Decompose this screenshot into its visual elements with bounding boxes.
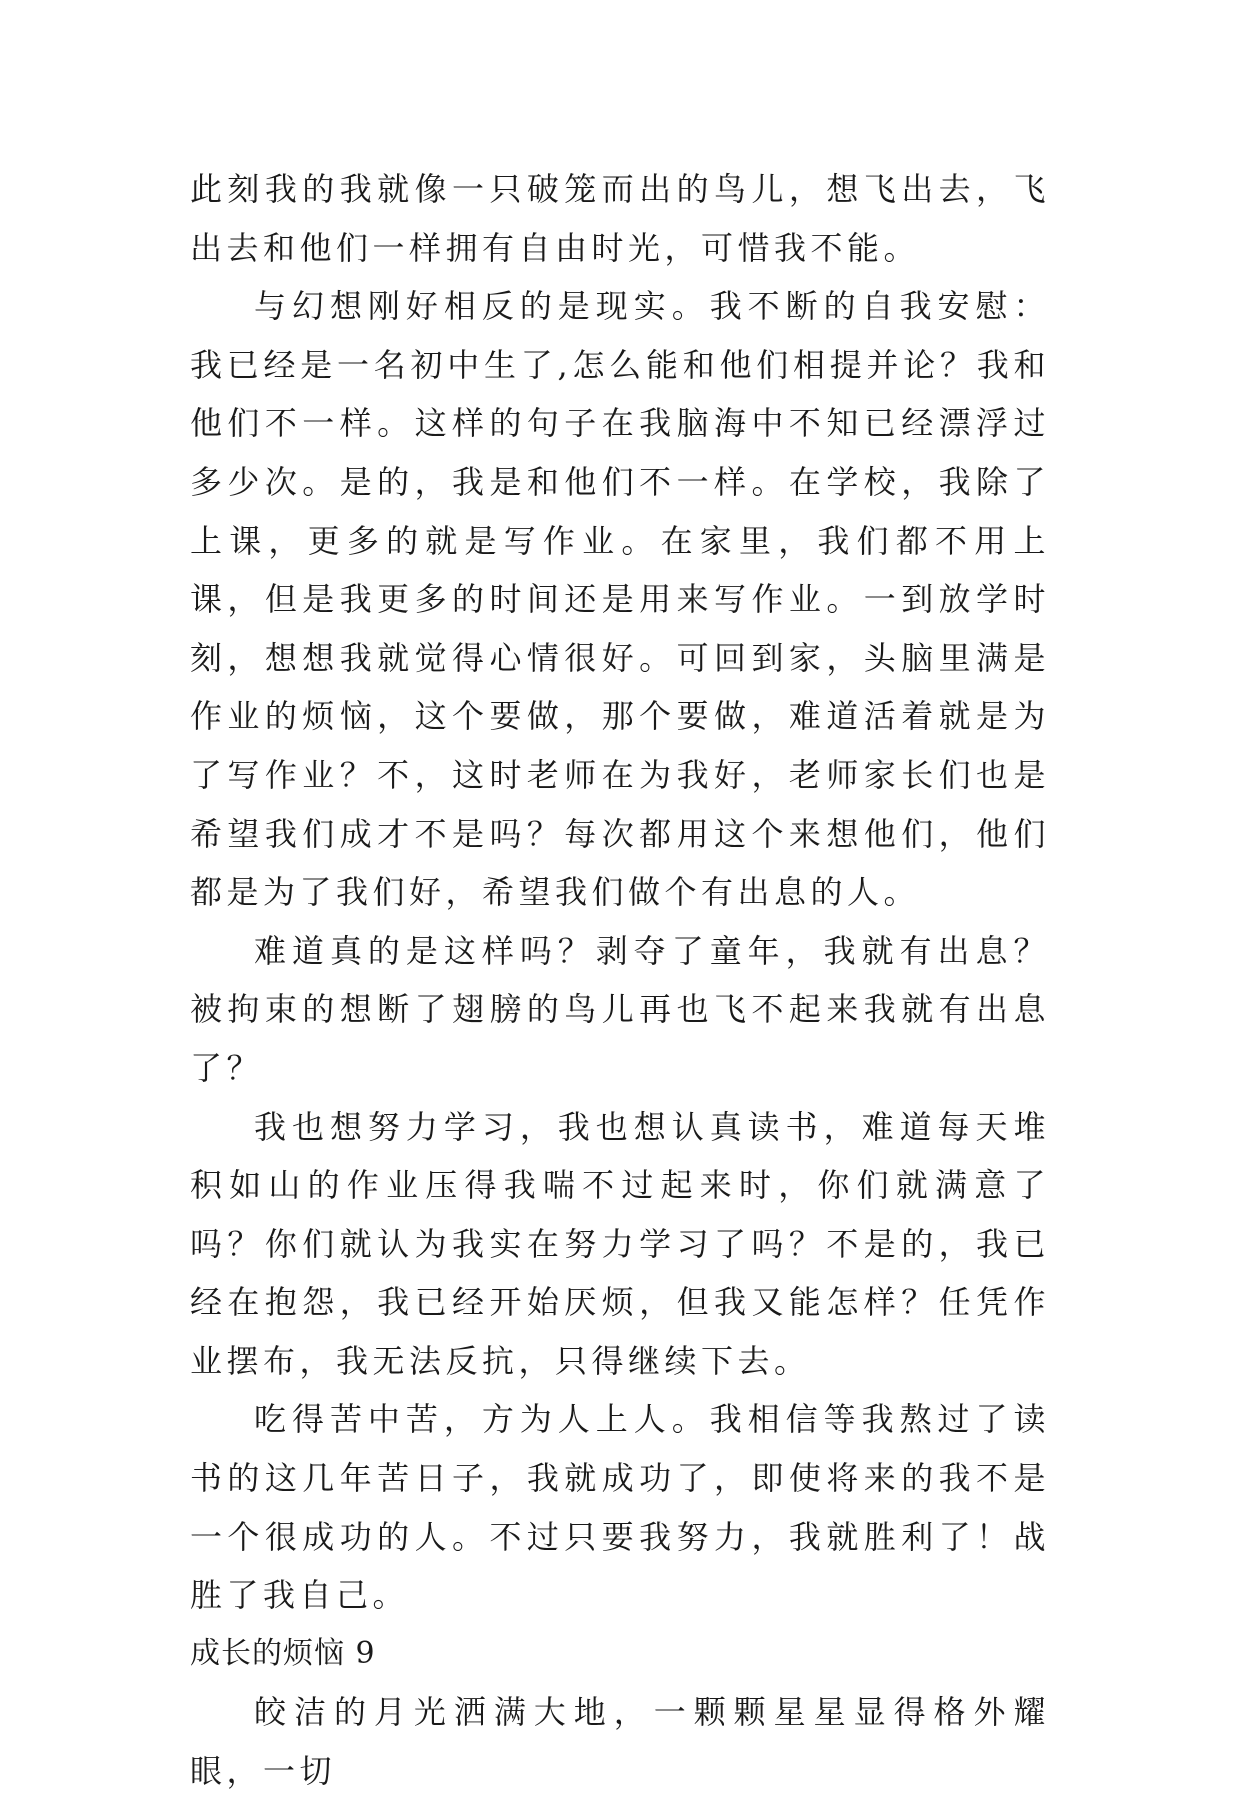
section-heading: 成长的烦恼 9: [190, 1635, 376, 1671]
paragraph-3: 难道真的是这样吗？剥夺了童年，我就有出息？被拘束的想断了翅膀的鸟儿再也飞不起来我就有出息了？: [190, 931, 1050, 1087]
paragraph-6: 皎洁的月光洒满大地，一颗颗星星显得格外耀眼，一切: [190, 1693, 1050, 1791]
paragraph-1: 此刻我的我就像一只破笼而出的鸟儿，想飞出去，飞出去和他们一样拥有自由时光，可惜我不能。: [190, 170, 1050, 267]
paragraph-5: 吃得苦中苦，方为人上人。我相信等我熬过了读书的这几年苦日子，我就成功了，即使将来的我不是一个很成功的人。不过只要我努力，我就胜利了！战胜了我自己。: [190, 1400, 1050, 1615]
paragraph-4: 我也想努力学习，我也想认真读书，难道每天堆积如山的作业压得我喘不过起来时，你们就满意了吗？你们就认为我实在努力学习了吗？不是的，我已经在抱怨，我已经开始厌烦，但我又能怎样？任凭作业摆布，我无法反抗，只得继续下去。: [190, 1107, 1050, 1380]
paragraph-2: 与幻想刚好相反的是现实。我不断的自我安慰：我已经是一名初中生了,怎么能和他们相提并论？我和他们不一样。这样的句子在我脑海中不知已经漂浮过多少次。是的，我是和他们不一样。在学校，我除了上课，更多的就是写作业。在家里，我们都不用上课，但是我更多的时间还是用来写作业。一到放学时刻，想想我就觉得心情很好。可回到家，头脑里满是作业的烦恼，这个要做，那个要做，难道活着就是为了写作业？不，这时老师在为我好，老师家长们也是希望我们成才不是吗？每次都用这个来想他们，他们都是为了我们好，希望我们做个有出息的人。: [190, 287, 1050, 912]
document-body: [190, 160, 1050, 1801]
